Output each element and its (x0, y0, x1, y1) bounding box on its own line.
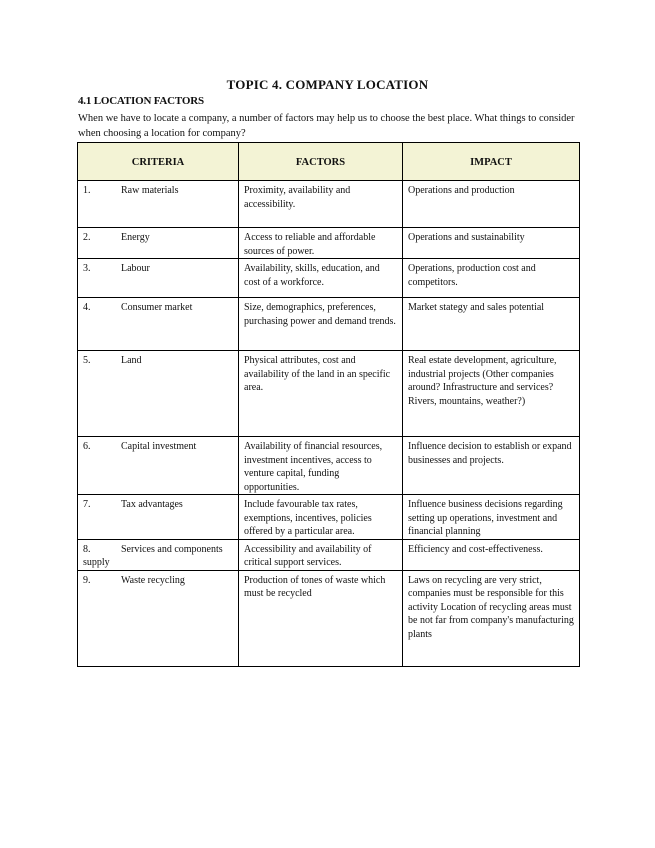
table-row (78, 570, 580, 666)
factors-cell: Include favourable tax rates, exemptions, incentives, policies offered by a particular area. (239, 495, 403, 540)
intro-paragraph: When we have to locate a company, a number of factors may help us to choose the best place. What things to consider when choosing a location for company? (78, 113, 575, 139)
criteria-cell (78, 570, 239, 666)
factors-cell: Production of tones of waste which must be recycled (239, 570, 403, 666)
factors-cell: Size, demographics, preferences, purchasing power and demand trends. (239, 298, 403, 351)
criteria-cell (78, 495, 239, 540)
criteria-text: Energy (121, 232, 150, 243)
row-number: 7. (83, 499, 91, 510)
criteria-cell (78, 351, 239, 437)
row-number: 3. (83, 263, 91, 274)
row-number: 2. (83, 232, 91, 243)
criteria-cell (78, 539, 239, 570)
impact-cell: Market stategy and sales potential (403, 298, 580, 351)
criteria-cell (78, 259, 239, 298)
impact-cell: Operations, production cost and competitors. (403, 259, 580, 298)
criteria-text: Labour (121, 263, 150, 274)
location-factors-table (77, 142, 580, 667)
table-row (78, 181, 580, 228)
table-header-row (78, 143, 580, 181)
impact-cell: Operations and sustainability (403, 228, 580, 259)
table-row (78, 298, 580, 351)
factors-cell: Physical attributes, cost and availability of the land in an specific area. (239, 351, 403, 437)
impact-cell: Laws on recycling are very strict, companies must be responsible for this activity Location of recycling areas must be not far from company's manufacturing plants (403, 570, 580, 666)
table-row (78, 228, 580, 259)
row-number: 4. (83, 302, 91, 313)
criteria-cell (78, 228, 239, 259)
impact-cell: Influence decision to establish or expand businesses and projects. (403, 437, 580, 495)
impact-cell: Efficiency and cost-effectiveness. (403, 539, 580, 570)
table-row (78, 495, 580, 540)
criteria-text: Services and components supply (83, 543, 223, 568)
factors-cell: Accessibility and availability of critical support services. (239, 539, 403, 570)
row-number: 5. (83, 355, 91, 366)
criteria-text: Capital investment (121, 441, 197, 452)
row-number: 8. (83, 543, 91, 555)
header-criteria: CRITERIA (78, 143, 239, 181)
criteria-text: Waste recycling (121, 574, 185, 586)
table-row (78, 539, 580, 570)
header-impact: IMPACT (403, 143, 580, 181)
impact-cell: Real estate development, agriculture, industrial projects (Other companies around? Infrastructure and services? Rivers, mountains, weather?) (403, 351, 580, 437)
criteria-cell (78, 437, 239, 495)
row-number: 9. (83, 574, 91, 586)
criteria-text: Tax advantages (121, 499, 183, 510)
table-row (78, 259, 580, 298)
criteria-cell (78, 181, 239, 228)
impact-cell: Operations and production (403, 181, 580, 228)
table-row (78, 437, 580, 495)
criteria-text: Consumer market (121, 302, 193, 313)
page-title: TOPIC 4. COMPANY LOCATION (226, 77, 429, 92)
factors-cell: Access to reliable and affordable sources of power. (239, 228, 403, 259)
factors-cell: Availability, skills, education, and cost of a workforce. (239, 259, 403, 298)
impact-cell: Influence business decisions regarding setting up operations, investment and financial planning (403, 495, 580, 540)
header-factors: FACTORS (239, 143, 403, 181)
table-row (78, 351, 580, 437)
row-number: 1. (83, 185, 91, 196)
criteria-cell (78, 298, 239, 351)
factors-cell: Availability of financial resources, investment incentives, access to venture capital, funding opportunities. (239, 437, 403, 495)
factors-cell: Proximity, availability and accessibility. (239, 181, 403, 228)
criteria-text: Raw materials (121, 185, 179, 196)
row-number: 6. (83, 441, 91, 452)
criteria-text: Land (121, 355, 142, 366)
section-heading: 4.1 LOCATION FACTORS (78, 95, 204, 107)
